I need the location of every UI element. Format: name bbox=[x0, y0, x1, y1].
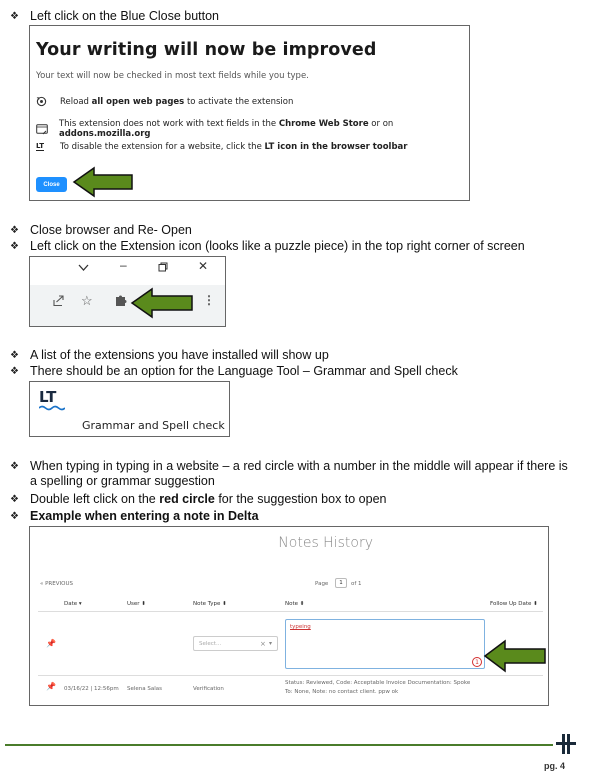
restore-icon[interactable] bbox=[158, 261, 168, 275]
page-label: Page bbox=[315, 581, 329, 587]
bullet-double-click: ❖ Double left click on the red circle for the suggestion box to open bbox=[10, 492, 387, 506]
reload-icon bbox=[36, 96, 60, 107]
limitation-row: This extension does not work with text fields in the Chrome Web Store or on addons.mozilla.org bbox=[36, 119, 469, 139]
extension-label: Grammar and Spell check bbox=[82, 419, 225, 432]
note-textarea[interactable]: typeing 1 bbox=[285, 619, 485, 669]
caret-down-icon[interactable]: ▾ bbox=[269, 640, 273, 647]
bullet-extensions-list: ❖ A list of the extensions you have installed will show up bbox=[10, 348, 329, 362]
row-note-type: Verification bbox=[193, 686, 224, 692]
reload-row: Reload all open web pages to activate the extension bbox=[36, 96, 293, 107]
extension-toolbar bbox=[30, 285, 226, 327]
green-arrow-icon bbox=[72, 166, 134, 198]
logo-icon bbox=[555, 733, 577, 755]
disable-row: LT To disable the extension for a website, click the LT icon in the browser toolbar bbox=[36, 142, 408, 152]
col-follow-up-date[interactable]: Follow Up Date ⬍ bbox=[490, 601, 538, 607]
green-arrow-icon bbox=[130, 287, 194, 319]
footer-divider bbox=[5, 744, 553, 746]
diamond-bullet-icon: ❖ bbox=[10, 494, 19, 505]
page-number-input[interactable]: 1 bbox=[335, 578, 347, 588]
share-icon[interactable] bbox=[52, 294, 65, 312]
col-user[interactable]: User ⬍ bbox=[127, 601, 146, 607]
col-note-type[interactable]: Note Type ⬍ bbox=[193, 601, 227, 607]
minimize-icon[interactable]: – bbox=[120, 258, 127, 272]
bullet-red-circle: ❖ When typing in typing in a website – a red circle with a number in the middle will appear if there is a spelling or grammar suggestion bbox=[10, 459, 568, 488]
previous-link[interactable]: « PREVIOUS bbox=[40, 581, 73, 587]
page-number: pg. 4 bbox=[544, 761, 566, 771]
page-of-label: of 1 bbox=[351, 581, 362, 587]
bullet-reopen: ❖ Close browser and Re- Open bbox=[10, 223, 192, 237]
browser-warning-icon bbox=[36, 124, 59, 135]
clear-icon[interactable]: × bbox=[260, 640, 266, 648]
green-arrow-icon bbox=[483, 639, 547, 673]
star-icon[interactable]: ☆ bbox=[81, 293, 93, 308]
extension-welcome-panel bbox=[29, 25, 470, 201]
diamond-bullet-icon: ❖ bbox=[10, 350, 19, 361]
header-divider bbox=[38, 611, 543, 612]
col-note[interactable]: Note ⬍ bbox=[285, 601, 305, 607]
window-controls bbox=[30, 257, 226, 279]
welcome-subtitle: Your text will now be checked in most text fields while you type. bbox=[36, 71, 309, 81]
pin-icon[interactable]: 📌 bbox=[46, 682, 56, 691]
diamond-bullet-icon: ❖ bbox=[10, 461, 19, 472]
bullet-close-button: ❖ Left click on the Blue Close button bbox=[10, 9, 220, 23]
browser-toolbar-panel bbox=[29, 256, 226, 327]
language-tool-entry[interactable] bbox=[29, 381, 230, 437]
row-user: Selena Salas bbox=[127, 686, 163, 692]
welcome-title: Your writing will now be improved bbox=[36, 40, 377, 60]
row-date: 03/16/22 | 12:56pm bbox=[64, 686, 119, 692]
lt-icon: LT bbox=[36, 142, 45, 150]
close-window-icon[interactable]: ✕ bbox=[198, 259, 209, 273]
notes-history-title: Notes History bbox=[278, 535, 373, 551]
suggestion-circle[interactable]: 1 bbox=[472, 657, 482, 667]
pin-icon[interactable]: 📌 bbox=[46, 639, 56, 648]
note-type-select[interactable]: Select... × ▾ bbox=[193, 636, 278, 651]
row-note-line2: To: None, Note: no contact client. ppw ok bbox=[285, 689, 399, 695]
diamond-bullet-icon: ❖ bbox=[10, 366, 19, 377]
languagetool-logo-icon: LT bbox=[39, 390, 65, 411]
puzzle-piece-icon[interactable] bbox=[115, 294, 128, 312]
kebab-menu-icon[interactable]: ⋮ bbox=[203, 293, 215, 307]
close-button[interactable]: Close bbox=[36, 177, 67, 192]
col-date[interactable]: Date ▾ bbox=[64, 601, 82, 607]
bullet-language-tool: ❖ There should be an option for the Language Tool – Grammar and Spell check bbox=[10, 364, 458, 378]
diamond-bullet-icon: ❖ bbox=[10, 11, 19, 22]
bullet-extension-icon: ❖ Left click on the Extension icon (looks like a puzzle piece) in the top right corner of screen bbox=[10, 239, 525, 253]
bullet-delta-example: ❖ Example when entering a note in Delta bbox=[10, 509, 259, 523]
diamond-bullet-icon: ❖ bbox=[10, 241, 19, 252]
row-divider bbox=[38, 675, 543, 676]
diamond-bullet-icon: ❖ bbox=[10, 225, 19, 236]
row-note-line1: Status: Reviewed, Code: Acceptable Invoice Documentation: Spoke bbox=[285, 680, 471, 686]
diamond-bullet-icon: ❖ bbox=[10, 511, 19, 522]
chevron-down-icon[interactable] bbox=[78, 261, 89, 275]
notes-history-panel bbox=[29, 526, 549, 706]
